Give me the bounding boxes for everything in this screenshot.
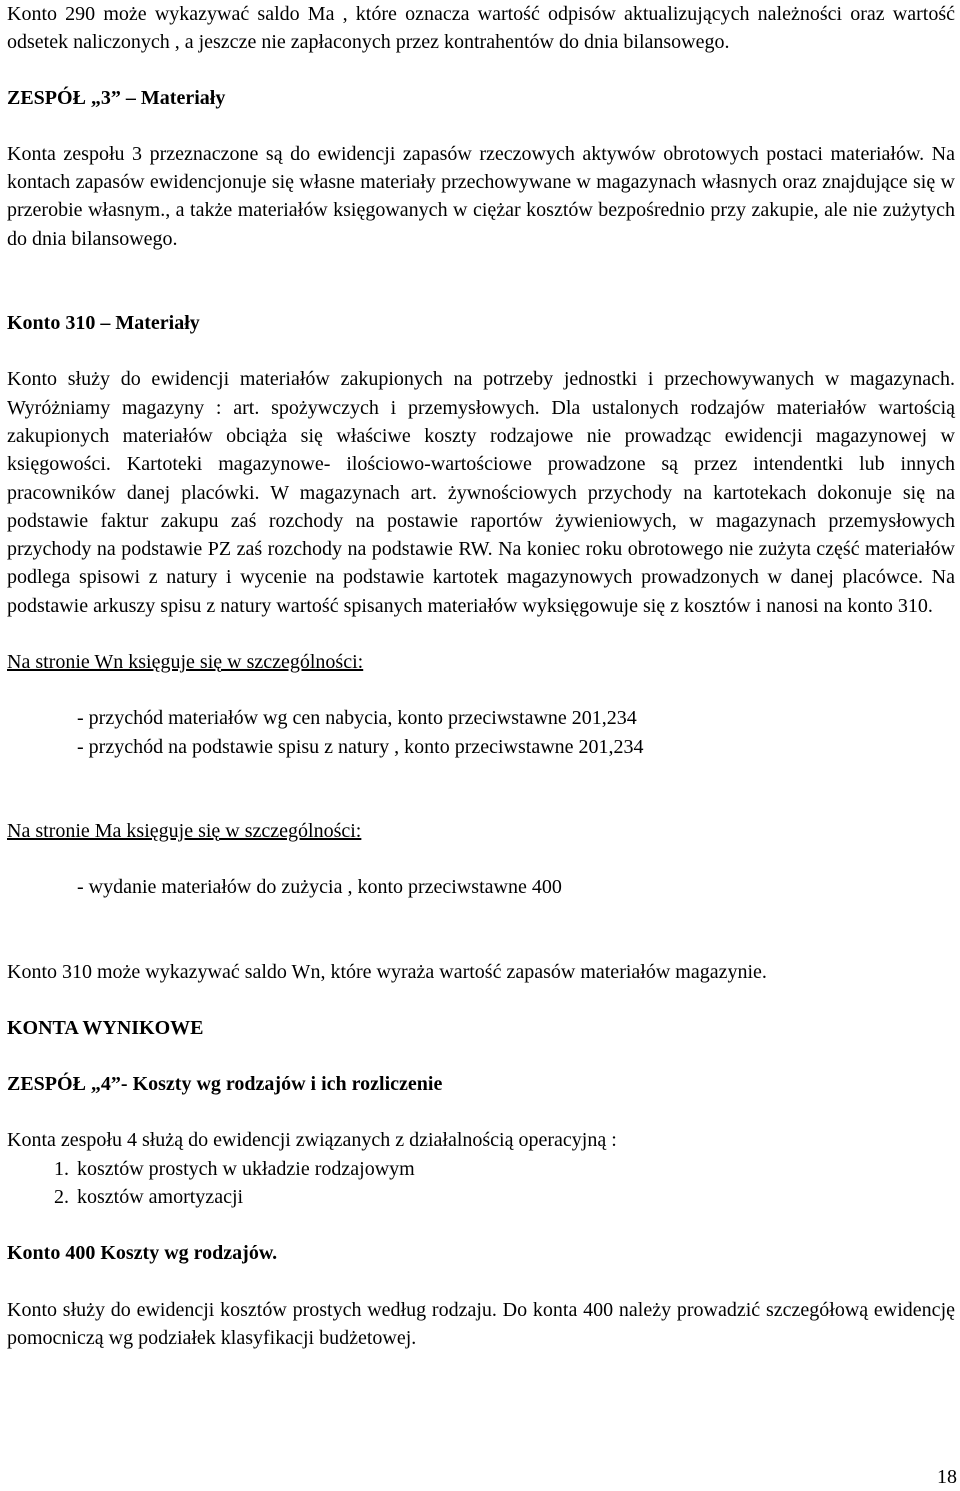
heading-zespol-4: ZESPÓŁ „4”- Koszty wg rodzajów i ich rozliczenie [7,1073,443,1096]
heading-strona-ma: Na stronie Ma księguje się w szczególności: [7,819,362,842]
heading-konto-310: Konto 310 – Materiały [7,312,200,335]
list-text: kosztów amortyzacji [77,1186,244,1209]
list-item: - wydanie materiałów do zużycia , konto przeciwstawne 400 [77,876,562,899]
ma-list [7,873,955,901]
paragraph-saldo-290: Konto 290 może wykazywać saldo Ma , które oznacza wartość odpisów aktualizujących należności oraz wartość odsetek naliczonych , a jeszcze nie zapłaconych przez kontrahentów do dnia bilansowego. [7,3,955,54]
list-item: - przychód materiałów wg cen nabycia, konto przeciwstawne 201,234 [77,707,637,730]
list-number: 2. [54,1186,69,1209]
list-item [7,1155,955,1183]
paragraph-zespol-3: Konta zespołu 3 przeznaczone są do ewidencji zapasów rzeczowych aktywów obrotowych postaci materiałów. Na kontach zapasów ewidencjonuje się własne materiały przechowywane w magazynach własnych oraz znajdujące się w przerobie własnym., a także materiałów księgowanych w ciężar kosztów bezpośrednio przy zakupie, ale nie zużytych do dnia bilansowego. [7,142,955,250]
list-text: kosztów prostych w układzie rodzajowym [77,1157,415,1180]
zespol-4-list [7,1155,955,1212]
paragraph-konto-400: Konto służy do ewidencji kosztów prostych według rodzaju. Do konta 400 należy prowadzić szczegółową ewidencję pomocniczą wg podziałek klasyfikacji budżetowej. [7,1298,955,1349]
list-item [7,1183,955,1211]
heading-konta-wynikowe: KONTA WYNIKOWE [7,1016,204,1039]
heading-strona-wn: Na stronie Wn księguje się w szczególności: [7,651,364,674]
heading-konto-400: Konto 400 Koszty wg rodzajów. [7,1242,278,1265]
heading-zespol-3: ZESPÓŁ „3” – Materiały [7,86,226,109]
paragraph-konto-310: Konto służy do ewidencji materiałów zakupionych na potrzeby jednostki i przechowywanych w magazynach. Wyróżniamy magazyny : art. spożywczych i przemysłowych. Dla ustalonych rodzajów materiałów wartością zakupionych materiałów obciąża się właściwe koszty rodzajowe nie prowadząc ewidencji magazynowej w księgowości. Kartoteki magazynowe- ilościowo-wartościowe prowadzone są przez intendentki lub innych pracowników danej placówki. W magazynach art. żywnościowych przychody na kartotekach dokonuje się na podstawie faktur zakupu zaś rozchody na postawie raportów żywieniowych, w magazynach przemysłowych przychody na podstawie PZ zaś rozchody na podstawie RW. Na koniec roku obrotowego nie zużyta część materiałów podlega spisowi z natury i wycenie na podstawie kartotek magazynowych prowadzonych w danej placówce. Na podstawie arkuszy spisu z natury wartość spisanych materiałów wyksięgowuje się z kosztów i nanosi na konto 310. [7,368,955,617]
list-number: 1. [54,1157,69,1180]
wn-list [7,704,955,761]
page-number: 18 [937,1466,957,1488]
document-page [7,0,955,1352]
paragraph-saldo-310: Konto 310 może wykazywać saldo Wn, które wyraża wartość zapasów materiałów magazynie. [7,960,767,983]
list-item: - przychód na podstawie spisu z natury , konto przeciwstawne 201,234 [77,735,644,758]
paragraph-zespol-4: Konta zespołu 4 służą do ewidencji związanych z działalnością operacyjną : [7,1129,617,1152]
